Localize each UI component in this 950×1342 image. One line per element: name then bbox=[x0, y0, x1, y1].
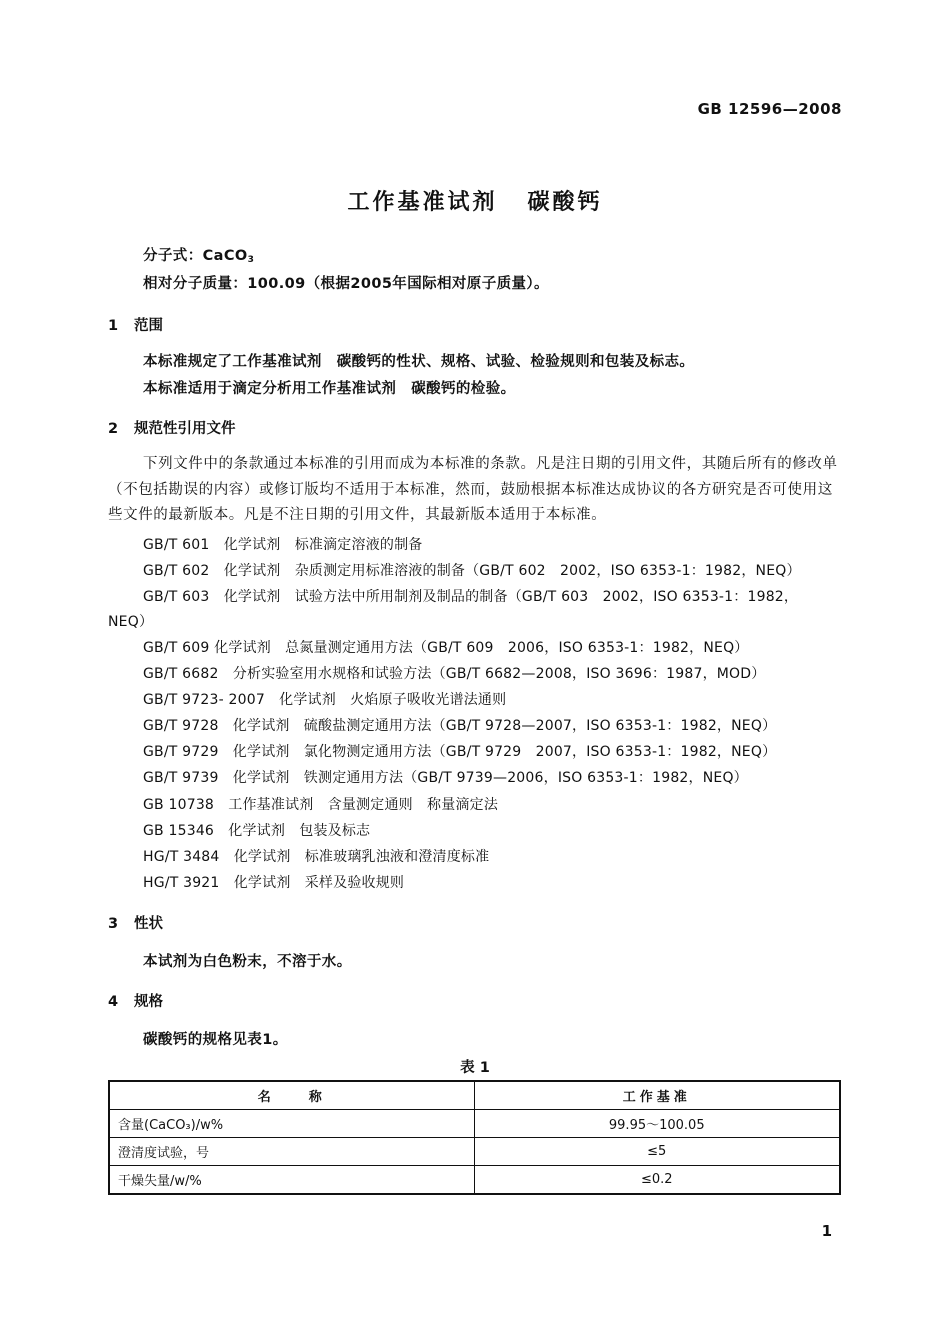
reference-item: GB/T 6682 分析实验室用水规格和试验方法（GB/T 6682—2008，ISO 3696：1987，MOD） bbox=[143, 666, 766, 682]
column-header-value: 工作基准 bbox=[474, 1081, 840, 1110]
reference-item: GB 15346 化学试剂 包装及标志 bbox=[143, 823, 371, 839]
section-heading-1 bbox=[108, 314, 163, 335]
references-intro: 下列文件中的条款通过本标准的引用而成为本标准的条款。凡是注日期的引用文件，其随后所有的修改单（不包括勘误的内容）或修订版均不适用于本标准，然而，鼓励根据本标准达成协议的各方研究是否可使用这些文件的最新版本。凡是不注日期的引用文件，其最新版本适用于本标准。 bbox=[108, 456, 838, 523]
row-name: 干燥失量/w/% bbox=[109, 1166, 474, 1195]
section-heading-2 bbox=[108, 417, 236, 438]
row-name: 含量(CaCO₃)/w% bbox=[109, 1110, 474, 1138]
reference-item: GB/T 9739 化学试剂 铁测定通用方法（GB/T 9739—2006，ISO 6353-1：1982，NEQ） bbox=[143, 770, 748, 786]
section-title: 性状 bbox=[134, 916, 163, 932]
section-title: 范围 bbox=[134, 318, 163, 334]
spec-intro: 碳酸钙的规格见表1。 bbox=[143, 1032, 288, 1048]
title-part1: 工作基准试剂 bbox=[347, 190, 498, 215]
section-heading-3 bbox=[108, 912, 163, 933]
table-header-row bbox=[109, 1081, 840, 1110]
reference-item: GB/T 601 化学试剂 标准滴定溶液的制备 bbox=[143, 537, 423, 553]
reference-item: GB/T 9729 化学试剂 氯化物测定通用方法（GB/T 9729 2007，ISO 6353-1：1982，NEQ） bbox=[143, 744, 777, 760]
reference-item: GB/T 609 化学试剂 总氮量测定通用方法（GB/T 609 2006，ISO 6353-1：1982，NEQ） bbox=[143, 640, 749, 656]
reference-item: GB 10738 工作基准试剂 含量测定通则 称量滴定法 bbox=[143, 797, 499, 813]
table-row bbox=[109, 1138, 840, 1166]
section-title: 规范性引用文件 bbox=[134, 421, 236, 437]
section-number: 3 bbox=[108, 916, 119, 932]
spec-table bbox=[108, 1080, 841, 1195]
document-title bbox=[0, 185, 950, 216]
table-row bbox=[109, 1166, 840, 1195]
row-name: 澄清度试验，号 bbox=[109, 1138, 474, 1166]
scope-line-1: 本标准规定了工作基准试剂 碳酸钙的性状、规格、试验、检验规则和包装及标志。 bbox=[143, 354, 695, 370]
page-number: 1 bbox=[821, 1222, 832, 1240]
title-part2: 碳酸钙 bbox=[527, 190, 603, 215]
properties-text: 本试剂为白色粉末，不溶于水。 bbox=[143, 954, 352, 970]
reference-item: GB/T 603 化学试剂 试验方法中所用制剂及制品的制备（GB/T 603 2002，ISO 6353-1：1982， bbox=[143, 589, 799, 605]
column-header-name: 名 称 bbox=[109, 1081, 474, 1110]
standard-id-header: GB 12596—2008 bbox=[697, 100, 842, 118]
scope-line-2: 本标准适用于滴定分析用工作基准试剂 碳酸钙的检验。 bbox=[143, 381, 516, 397]
section-title: 规格 bbox=[134, 994, 163, 1010]
formula-subscript: 3 bbox=[247, 255, 255, 265]
section-number: 1 bbox=[108, 318, 119, 334]
reference-item: GB/T 9728 化学试剂 硫酸盐测定通用方法（GB/T 9728—2007，ISO 6353-1：1982，NEQ） bbox=[143, 718, 777, 734]
table-row bbox=[109, 1110, 840, 1138]
reference-item: GB/T 602 化学试剂 杂质测定用标准溶液的制备（GB/T 602 2002，ISO 6353-1：1982，NEQ） bbox=[143, 563, 801, 579]
reference-item: GB/T 9723- 2007 化学试剂 火焰原子吸收光谱法通则 bbox=[143, 692, 507, 708]
row-value: ≤5 bbox=[474, 1138, 840, 1166]
molecular-mass: 相对分子质量：100.09（根据2005年国际相对原子质量）。 bbox=[143, 276, 549, 292]
reference-item: HG/T 3921 化学试剂 采样及验收规则 bbox=[143, 875, 405, 891]
formula-label: 分子式：CaCO bbox=[143, 248, 248, 264]
table-caption: 表 1 bbox=[460, 1060, 490, 1076]
reference-item-continued: NEQ） bbox=[108, 614, 154, 630]
section-number: 4 bbox=[108, 994, 119, 1010]
reference-item: HG/T 3484 化学试剂 标准玻璃乳浊液和澄清度标准 bbox=[143, 849, 490, 865]
row-value: ≤0.2 bbox=[474, 1166, 840, 1195]
section-heading-4 bbox=[108, 990, 163, 1011]
molecular-formula bbox=[143, 244, 254, 265]
section-number: 2 bbox=[108, 421, 119, 437]
row-value: 99.95～100.05 bbox=[474, 1110, 840, 1138]
